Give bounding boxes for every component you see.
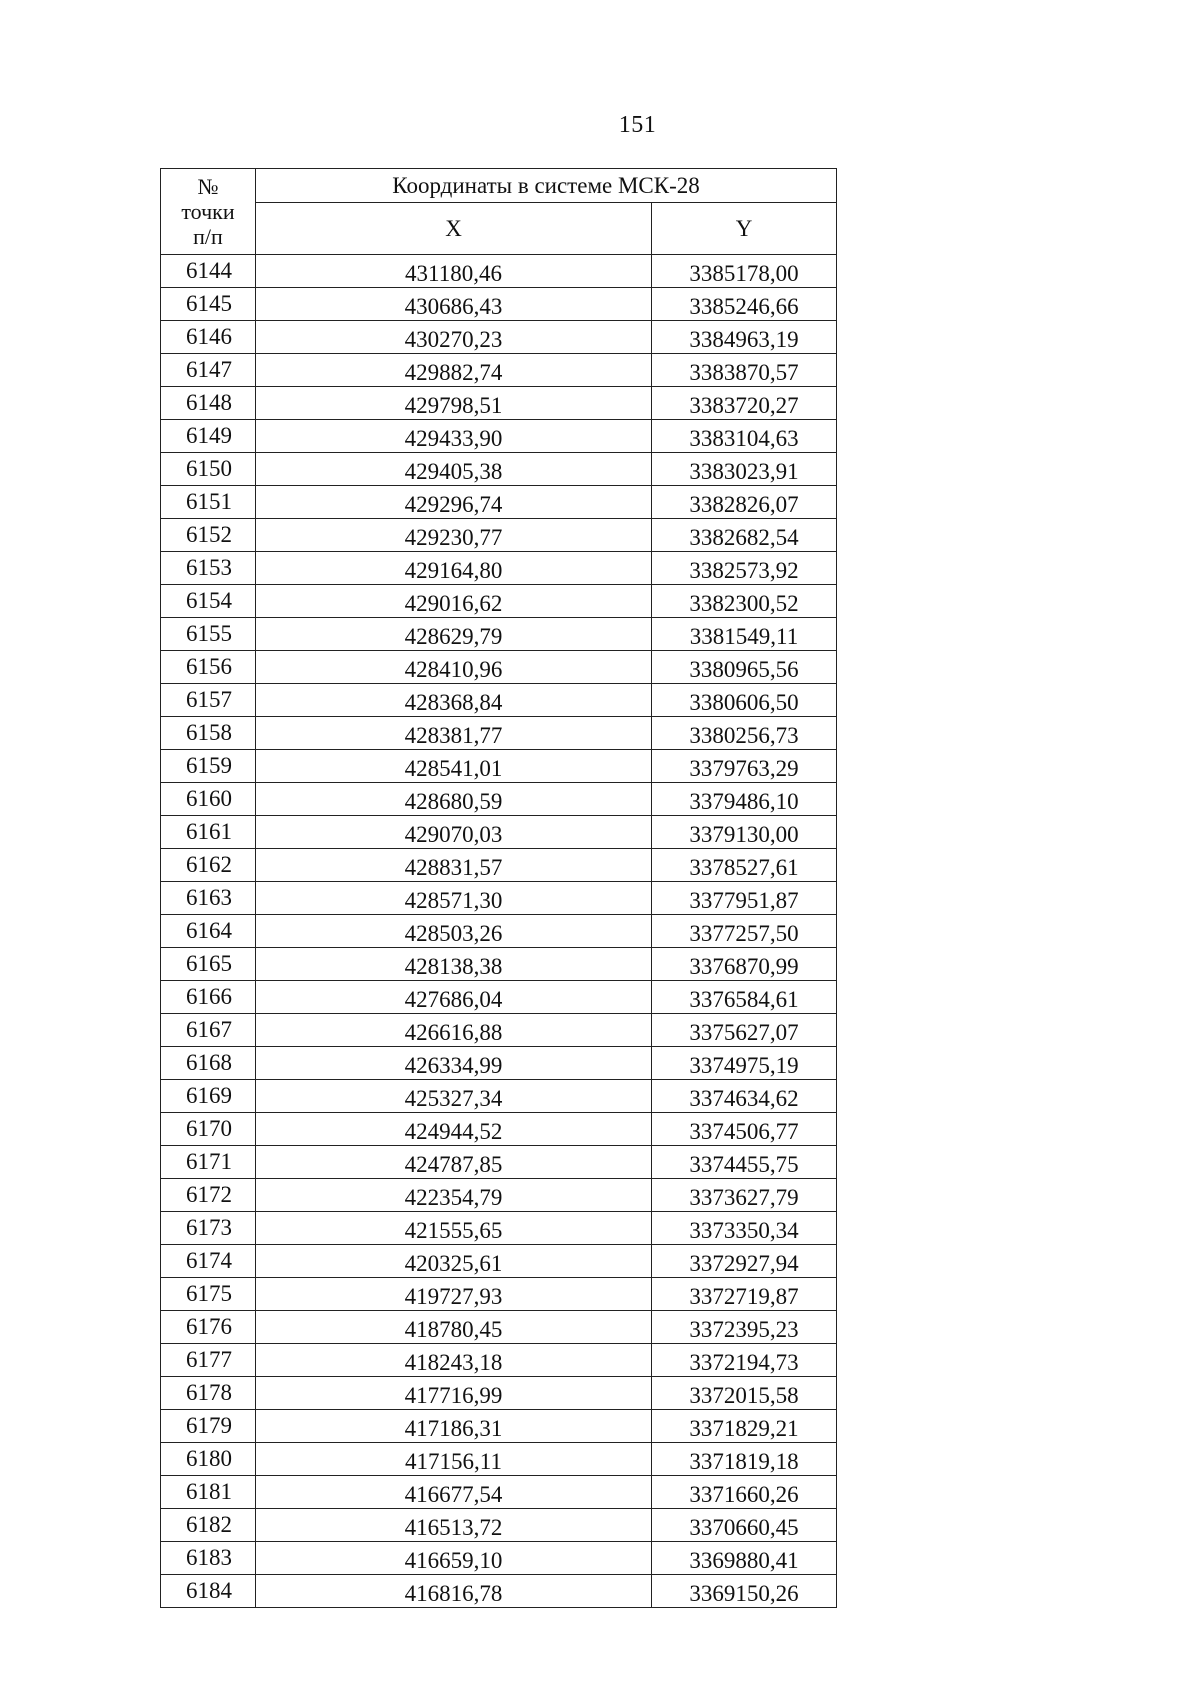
table-row (161, 420, 837, 453)
x-coordinate-cell: 429405,38 (256, 453, 652, 486)
point-number-cell: 6154 (161, 585, 256, 618)
x-coordinate-cell: 425327,34 (256, 1080, 652, 1113)
point-number-cell: 6150 (161, 453, 256, 486)
y-coordinate-cell: 3370660,45 (652, 1509, 837, 1542)
table-row (161, 255, 837, 288)
y-coordinate-cell: 3378527,61 (652, 849, 837, 882)
y-column-header: Y (652, 203, 837, 255)
point-number-cell: 6146 (161, 321, 256, 354)
x-coordinate-cell: 429433,90 (256, 420, 652, 453)
x-coordinate-cell: 429798,51 (256, 387, 652, 420)
y-coordinate-cell: 3369880,41 (652, 1542, 837, 1575)
x-coordinate-cell: 419727,93 (256, 1278, 652, 1311)
y-coordinate-cell: 3384963,19 (652, 321, 837, 354)
point-number-cell: 6152 (161, 519, 256, 552)
y-coordinate-cell: 3379486,10 (652, 783, 837, 816)
x-coordinate-cell: 416513,72 (256, 1509, 652, 1542)
ordinal-label: п/п (193, 224, 223, 249)
y-coordinate-cell: 3376870,99 (652, 948, 837, 981)
table-row (161, 1212, 837, 1245)
table-row (161, 816, 837, 849)
y-coordinate-cell: 3372927,94 (652, 1245, 837, 1278)
table-row (161, 1014, 837, 1047)
point-number-cell: 6164 (161, 915, 256, 948)
point-number-cell: 6179 (161, 1410, 256, 1443)
table-row (161, 288, 837, 321)
table-row (161, 651, 837, 684)
table-row (161, 1509, 837, 1542)
x-coordinate-cell: 427686,04 (256, 981, 652, 1014)
y-coordinate-cell: 3375627,07 (652, 1014, 837, 1047)
table-row (161, 948, 837, 981)
x-coordinate-cell: 429296,74 (256, 486, 652, 519)
coordinate-system-header: Координаты в системе МСК-28 (256, 169, 837, 203)
coordinates-table (160, 168, 837, 1608)
y-coordinate-cell: 3374975,19 (652, 1047, 837, 1080)
point-number-cell: 6161 (161, 816, 256, 849)
table-row (161, 486, 837, 519)
table-row (161, 1179, 837, 1212)
y-coordinate-cell: 3383023,91 (652, 453, 837, 486)
table-row (161, 1113, 837, 1146)
point-number-cell: 6165 (161, 948, 256, 981)
table-row (161, 1047, 837, 1080)
table-row (161, 915, 837, 948)
y-coordinate-cell: 3383720,27 (652, 387, 837, 420)
y-coordinate-cell: 3380606,50 (652, 684, 837, 717)
x-coordinate-cell: 417186,31 (256, 1410, 652, 1443)
y-coordinate-cell: 3374634,62 (652, 1080, 837, 1113)
table-row (161, 750, 837, 783)
table-row (161, 1245, 837, 1278)
x-coordinate-cell: 428831,57 (256, 849, 652, 882)
table-row (161, 684, 837, 717)
point-number-cell: 6176 (161, 1311, 256, 1344)
x-coordinate-cell: 428381,77 (256, 717, 652, 750)
page-number: 151 (618, 112, 657, 138)
point-number-cell: 6183 (161, 1542, 256, 1575)
point-number-cell: 6147 (161, 354, 256, 387)
x-coordinate-cell: 421555,65 (256, 1212, 652, 1245)
point-number-cell: 6145 (161, 288, 256, 321)
table-body (161, 255, 837, 1608)
point-number-cell: 6172 (161, 1179, 256, 1212)
point-number-cell: 6175 (161, 1278, 256, 1311)
table-row (161, 1146, 837, 1179)
table-row (161, 519, 837, 552)
point-number-cell: 6184 (161, 1575, 256, 1608)
point-label: точки (181, 199, 235, 224)
point-number-cell: 6155 (161, 618, 256, 651)
point-number-cell: 6149 (161, 420, 256, 453)
table-row (161, 1575, 837, 1608)
y-coordinate-cell: 3379763,29 (652, 750, 837, 783)
point-number-cell: 6180 (161, 1443, 256, 1476)
table-row (161, 1311, 837, 1344)
x-coordinate-cell: 426616,88 (256, 1014, 652, 1047)
table-row (161, 849, 837, 882)
table-row (161, 1542, 837, 1575)
y-coordinate-cell: 3369150,26 (652, 1575, 837, 1608)
table-row (161, 1080, 837, 1113)
point-number-cell: 6178 (161, 1377, 256, 1410)
table-row (161, 1344, 837, 1377)
y-coordinate-cell: 3371829,21 (652, 1410, 837, 1443)
table-row (161, 1278, 837, 1311)
y-coordinate-cell: 3372194,73 (652, 1344, 837, 1377)
x-coordinate-cell: 416816,78 (256, 1575, 652, 1608)
x-coordinate-cell: 428571,30 (256, 882, 652, 915)
y-coordinate-cell: 3385246,66 (652, 288, 837, 321)
x-coordinate-cell: 428541,01 (256, 750, 652, 783)
y-coordinate-cell: 3372395,23 (652, 1311, 837, 1344)
x-coordinate-cell: 418780,45 (256, 1311, 652, 1344)
y-coordinate-cell: 3380965,56 (652, 651, 837, 684)
point-number-cell: 6163 (161, 882, 256, 915)
point-number-cell: 6169 (161, 1080, 256, 1113)
table-row (161, 618, 837, 651)
point-number-cell: 6162 (161, 849, 256, 882)
table-row (161, 585, 837, 618)
point-number-cell: 6153 (161, 552, 256, 585)
point-number-header (161, 169, 256, 255)
number-sign-label: № (197, 174, 219, 199)
point-number-cell: 6170 (161, 1113, 256, 1146)
point-number-cell: 6173 (161, 1212, 256, 1245)
y-coordinate-cell: 3371660,26 (652, 1476, 837, 1509)
point-number-cell: 6144 (161, 255, 256, 288)
x-coordinate-cell: 431180,46 (256, 255, 652, 288)
x-coordinate-cell: 428680,59 (256, 783, 652, 816)
point-number-cell: 6167 (161, 1014, 256, 1047)
header-row-bottom (161, 203, 837, 255)
table-row (161, 1377, 837, 1410)
y-coordinate-cell: 3377257,50 (652, 915, 837, 948)
x-coordinate-cell: 429070,03 (256, 816, 652, 849)
y-coordinate-cell: 3383104,63 (652, 420, 837, 453)
point-number-cell: 6156 (161, 651, 256, 684)
point-number-cell: 6157 (161, 684, 256, 717)
y-coordinate-cell: 3374506,77 (652, 1113, 837, 1146)
x-coordinate-cell: 424787,85 (256, 1146, 652, 1179)
y-coordinate-cell: 3385178,00 (652, 255, 837, 288)
point-number-cell: 6181 (161, 1476, 256, 1509)
y-coordinate-cell: 3383870,57 (652, 354, 837, 387)
point-number-cell: 6166 (161, 981, 256, 1014)
x-coordinate-cell: 430686,43 (256, 288, 652, 321)
table-row (161, 552, 837, 585)
x-coordinate-cell: 429230,77 (256, 519, 652, 552)
y-coordinate-cell: 3376584,61 (652, 981, 837, 1014)
point-number-cell: 6168 (161, 1047, 256, 1080)
table-row (161, 453, 837, 486)
table-row (161, 321, 837, 354)
x-coordinate-cell: 417156,11 (256, 1443, 652, 1476)
y-coordinate-cell: 3371819,18 (652, 1443, 837, 1476)
point-number-cell: 6158 (161, 717, 256, 750)
x-coordinate-cell: 428503,26 (256, 915, 652, 948)
x-coordinate-cell: 428138,38 (256, 948, 652, 981)
table-row (161, 1410, 837, 1443)
x-coordinate-cell: 417716,99 (256, 1377, 652, 1410)
y-coordinate-cell: 3374455,75 (652, 1146, 837, 1179)
y-coordinate-cell: 3373350,34 (652, 1212, 837, 1245)
point-number-cell: 6177 (161, 1344, 256, 1377)
x-coordinate-cell: 418243,18 (256, 1344, 652, 1377)
header-row-top (161, 169, 837, 203)
y-coordinate-cell: 3372719,87 (652, 1278, 837, 1311)
y-coordinate-cell: 3372015,58 (652, 1377, 837, 1410)
x-coordinate-cell: 429882,74 (256, 354, 652, 387)
table-row (161, 882, 837, 915)
x-coordinate-cell: 420325,61 (256, 1245, 652, 1278)
y-coordinate-cell: 3382826,07 (652, 486, 837, 519)
table-row (161, 1443, 837, 1476)
x-coordinate-cell: 424944,52 (256, 1113, 652, 1146)
table-row (161, 1476, 837, 1509)
y-coordinate-cell: 3382682,54 (652, 519, 837, 552)
x-coordinate-cell: 416659,10 (256, 1542, 652, 1575)
x-coordinate-cell: 422354,79 (256, 1179, 652, 1212)
point-number-cell: 6148 (161, 387, 256, 420)
y-coordinate-cell: 3381549,11 (652, 618, 837, 651)
table-row (161, 387, 837, 420)
x-coordinate-cell: 426334,99 (256, 1047, 652, 1080)
y-coordinate-cell: 3382573,92 (652, 552, 837, 585)
table-header (161, 169, 837, 255)
x-coordinate-cell: 430270,23 (256, 321, 652, 354)
x-coordinate-cell: 428368,84 (256, 684, 652, 717)
y-coordinate-cell: 3379130,00 (652, 816, 837, 849)
point-number-cell: 6174 (161, 1245, 256, 1278)
x-coordinate-cell: 429016,62 (256, 585, 652, 618)
y-coordinate-cell: 3373627,79 (652, 1179, 837, 1212)
y-coordinate-cell: 3382300,52 (652, 585, 837, 618)
table-row (161, 717, 837, 750)
table-row (161, 981, 837, 1014)
point-number-cell: 6182 (161, 1509, 256, 1542)
x-coordinate-cell: 416677,54 (256, 1476, 652, 1509)
y-coordinate-cell: 3380256,73 (652, 717, 837, 750)
point-number-cell: 6151 (161, 486, 256, 519)
x-coordinate-cell: 428629,79 (256, 618, 652, 651)
x-coordinate-cell: 429164,80 (256, 552, 652, 585)
table-row (161, 354, 837, 387)
x-coordinate-cell: 428410,96 (256, 651, 652, 684)
x-column-header: X (256, 203, 652, 255)
point-number-cell: 6159 (161, 750, 256, 783)
table-row (161, 783, 837, 816)
point-number-cell: 6160 (161, 783, 256, 816)
y-coordinate-cell: 3377951,87 (652, 882, 837, 915)
point-number-cell: 6171 (161, 1146, 256, 1179)
